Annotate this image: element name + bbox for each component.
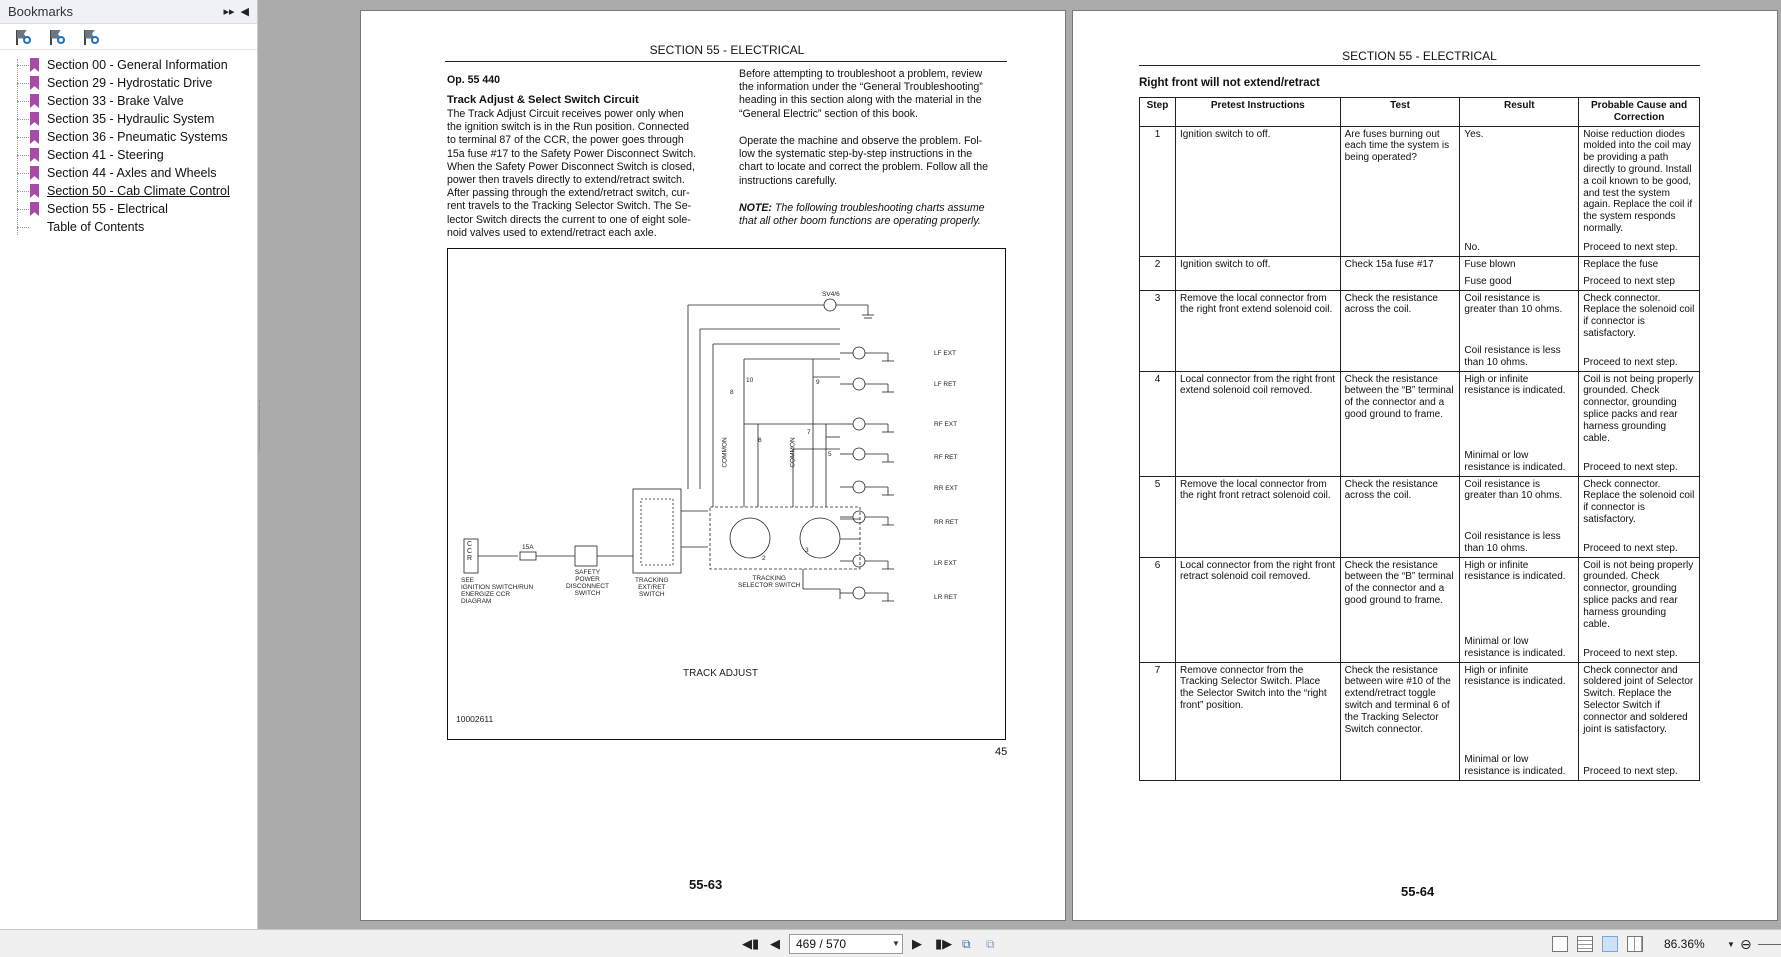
figure-id: 10002611 <box>456 714 494 724</box>
page-55-63 <box>360 10 1066 921</box>
single-page-view-icon[interactable] <box>1552 936 1568 952</box>
table-row: 2 Ignition switch to off. Check 15a fuse #17 Fuse blown Fuse good Replace the fuse Proceed to next step <box>1140 256 1700 290</box>
page-footer: 55-63 <box>689 877 723 892</box>
wire-num: 5 <box>828 451 832 458</box>
previous-page-button[interactable]: ◀ <box>770 936 780 951</box>
tracking-switch-box <box>633 489 681 573</box>
ccr-label: C C R <box>467 541 473 562</box>
column-header: Probable Cause and Correction <box>1579 98 1700 127</box>
table-title: Right front will not extend/retract <box>1139 77 1320 89</box>
column-header: Pretest Instructions <box>1175 98 1340 127</box>
output-label: LF EXT <box>934 350 957 357</box>
wire-num: 7 <box>807 429 811 436</box>
solenoid-lr-ret <box>853 587 894 601</box>
page-header: SECTION 55 - ELECTRICAL <box>649 43 805 57</box>
zoom-dropdown-icon[interactable]: ▼ <box>1727 939 1735 949</box>
tracking-switch-label: TRACKING EXT/RET SWITCH <box>635 577 669 598</box>
continuous-view-icon[interactable] <box>1577 936 1593 952</box>
two-page-continuous-icon[interactable] <box>1627 936 1643 952</box>
column-header: Test <box>1340 98 1460 127</box>
circuit-heading: Track Adjust & Select Switch Circuit <box>447 94 639 106</box>
bookmark-section-55[interactable]: Section 55 - Electrical <box>0 200 257 218</box>
selector-switch-label: TRACKING SELECTOR SWITCH <box>738 575 801 589</box>
add-bookmark-icon[interactable] <box>48 28 66 46</box>
bookmark-icon <box>30 184 39 198</box>
solenoid-rr-ext <box>853 481 894 495</box>
wire-num: 6 <box>758 437 762 444</box>
page-footer: 55-64 <box>1401 884 1435 899</box>
wire-num: 8 <box>730 389 734 396</box>
table-row: 7 Remove connector from the Tracking Selector Switch. Place the Selector Switch into the “right front” position. Check the resistance between wire #10 of the extend/retract toggle switch and terminal 6 of the Tracking Selector Switch connector. High or infinite resistance is indicated. Minimal or low resistance is indicated. Check connector and soldered joint of Selector Switch. Replace the Selector Switch if connector and soldered joint is satisfactory. Proceed to next step. <box>1140 662 1700 780</box>
wire-num: 9 <box>816 379 820 386</box>
navigation-bar <box>0 929 1781 957</box>
go-back-icon[interactable]: ⧉ <box>962 936 971 951</box>
output-label: RF EXT <box>934 421 958 428</box>
delete-bookmark-icon[interactable] <box>82 28 100 46</box>
bookmark-section-35[interactable]: Section 35 - Hydraulic System <box>0 110 257 128</box>
selector-left <box>730 518 770 558</box>
page-number: 45 <box>995 746 1008 758</box>
page-header: SECTION 55 - ELECTRICAL <box>1342 49 1497 63</box>
wire-num: 3 <box>805 547 809 554</box>
bookmark-section-33[interactable]: Section 33 - Brake Valve <box>0 92 257 110</box>
first-page-button[interactable]: ◀▮ <box>742 936 760 951</box>
note: NOTE: The following troubleshooting charts assume that all other boom functions are operating properly. <box>739 202 985 228</box>
zoom-level[interactable]: 86.36% <box>1664 937 1705 951</box>
selector-switch-box <box>710 507 860 569</box>
output-label: RR RET <box>934 519 959 526</box>
page-55-64 <box>1072 10 1778 921</box>
troubleshooting-table <box>1139 97 1700 781</box>
bookmark-icon <box>30 130 39 144</box>
bookmarks-toolbar <box>0 24 257 50</box>
sv-label: SV4/6 <box>822 291 840 298</box>
bookmark-section-36[interactable]: Section 36 - Pneumatic Systems <box>0 128 257 146</box>
circuit-description: The Track Adjust Circuit receives power only when the ignition switch is in the Run position. Connected to terminal 87 of the CCR, the power goes through 15a fuse #17 to the Safety Power Disconnect Switch. When the Safety Power Disconnect Switch is closed, power then travels directly to extend/retract switch. After passing through the extend/retract switch, cur- rent travels to the Tracking Selector Switch. The Se- lector Switch directs the current to one of eight sole- noid valves used to extend/retract each axle. <box>447 108 697 239</box>
see-ignition-note: SEE IGNITION SWITCH/RUN ENERGIZE CCR DIAGRAM <box>461 577 534 605</box>
wire-num: 2 <box>762 555 766 562</box>
page-dropdown-icon[interactable]: ▼ <box>892 939 900 948</box>
bookmark-section-29[interactable]: Section 29 - Hydrostatic Drive <box>0 74 257 92</box>
safety-switch-label: SAFETY POWER DISCONNECT SWITCH <box>566 569 609 597</box>
output-label: RF RET <box>934 454 958 461</box>
column-header: Result <box>1460 98 1579 127</box>
troubleshoot-intro: Before attempting to troubleshoot a problem, review the information under the “General Troubleshooting” heading in this section along with the material in the “General Electric” section of this book. <box>739 68 983 120</box>
op-number: Op. 55 440 <box>447 74 500 86</box>
solenoid-lf-ret <box>853 378 894 392</box>
zoom-slider[interactable] <box>1758 944 1781 945</box>
output-label: RR EXT <box>934 485 958 492</box>
troubleshoot-instructions: Operate the machine and observe the problem. Fol- low the systematic step-by-step instructions in the chart to locate and correct the problem. Follow all the instructions carefully. <box>739 135 989 187</box>
bookmarks-panel <box>0 0 258 929</box>
bookmark-icon <box>30 202 39 216</box>
bookmark-icon <box>30 148 39 162</box>
common-label-2: COMMON <box>789 437 797 468</box>
options-icon[interactable]: ▸▸ <box>223 6 235 18</box>
bookmarks-title: Bookmarks <box>8 4 74 19</box>
bookmark-icon <box>30 76 39 90</box>
table-row: 1 Ignition switch to off. Are fuses burning out each time the system is being operated? Yes. No. Noise reduction diodes molded into the coil may be providing a path directly to ground. Install a coil known to be good, and test the system again. Replace the coil if the system responds normally. Proceed to next step. <box>1140 126 1700 256</box>
bookmark-table-of-contents[interactable]: Table of Contents <box>0 218 257 236</box>
fuse-label: 15A <box>522 544 534 551</box>
safety-switch-box <box>575 546 597 566</box>
common-label-1: COMMON <box>721 437 729 468</box>
solenoid-rr-ret <box>853 511 894 525</box>
zoom-out-icon[interactable]: ⊖ <box>1740 935 1752 952</box>
wire-num: 10 <box>746 377 754 384</box>
output-label: LR RET <box>934 594 958 601</box>
panel-splitter[interactable] <box>259 400 262 450</box>
bookmark-icon <box>30 112 39 126</box>
solenoid-rf-ret <box>853 448 894 462</box>
table-row: 4 Local connector from the right front extend solenoid coil removed. Check the resistance between the “B” terminal of the connector and a good ground to frame. High or infinite resistance is indicated. Minimal or low resistance is indicated. Coil is not being properly grounded. Check connector, grounding splice packs and rear harness grounding cable. Proceed to next step. <box>1140 371 1700 476</box>
page-number-input[interactable] <box>789 934 903 954</box>
bookmark-section-50[interactable]: Section 50 - Cab Climate Control <box>0 182 257 200</box>
table-row: 6 Local connector from the right front retract solenoid coil removed. Check the resistance between the “B” terminal of the connector and a good ground to frame. High or infinite resistance is indicated. Minimal or low resistance is indicated. Coil is not being properly grounded. Check connector, grounding splice packs and rear harness grounding cable. Proceed to next step. <box>1140 557 1700 662</box>
bookmark-icon <box>30 58 39 72</box>
bookmark-section-00[interactable]: Section 00 - General Information <box>0 56 257 74</box>
table-row: 5 Remove the local connector from the right front retract solenoid coil. Check the resistance across the coil. Coil resistance is greater than 10 ohms. Coil resistance is less than 10 ohms. Check connector. Replace the solenoid coil if connector is satisfactory. Proceed to next step. <box>1140 476 1700 557</box>
last-page-button[interactable]: ▮▶ <box>935 936 953 951</box>
fuse-symbol <box>520 552 536 560</box>
solenoid-lr-ext <box>853 555 894 569</box>
solenoid-lf-ext <box>853 347 894 361</box>
bookmark-icon <box>30 94 39 108</box>
table-header-row <box>1140 98 1700 127</box>
expand-bookmark-icon[interactable] <box>14 28 32 46</box>
bookmark-list <box>0 50 257 236</box>
output-label: LR EXT <box>934 560 957 567</box>
wiring-diagram-svg <box>448 249 1004 738</box>
bookmark-section-41[interactable]: Section 41 - Steering <box>0 146 257 164</box>
table-row: 3 Remove the local connector from the right front extend solenoid coil. Check the resistance across the coil. Coil resistance is greater than 10 ohms. Coil resistance is less than 10 ohms. Check connector. Replace the solenoid coil if connector is satisfactory. Proceed to next step. <box>1140 290 1700 371</box>
bookmarks-header <box>0 0 257 24</box>
next-page-button[interactable]: ▶ <box>912 936 922 951</box>
solenoid-rf-ext <box>853 418 894 432</box>
collapse-panel-icon[interactable]: ◀ <box>240 6 249 18</box>
column-header: Step <box>1140 98 1176 127</box>
go-forward-icon[interactable]: ⧉ <box>986 936 995 951</box>
diagram-caption: TRACK ADJUST <box>683 668 759 679</box>
track-adjust-wiring-diagram <box>447 248 1006 740</box>
output-label: LF RET <box>934 381 957 388</box>
bookmark-section-44[interactable]: Section 44 - Axles and Wheels <box>0 164 257 182</box>
bookmark-icon <box>30 166 39 180</box>
two-page-view-icon[interactable] <box>1602 936 1618 952</box>
